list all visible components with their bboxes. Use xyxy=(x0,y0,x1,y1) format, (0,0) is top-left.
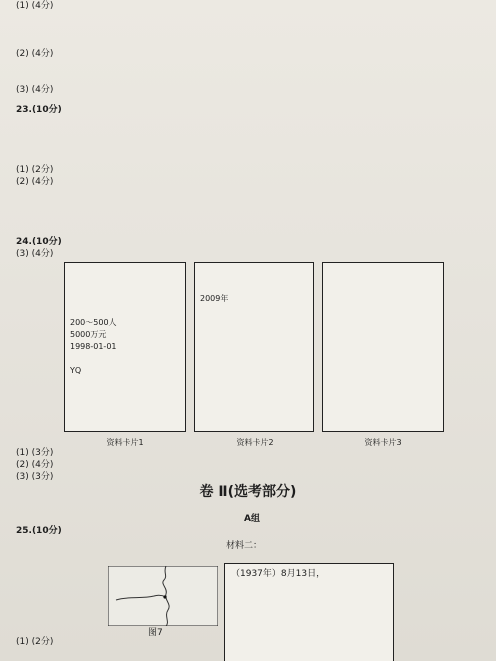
card-line xyxy=(70,293,180,305)
text-line xyxy=(16,140,488,152)
text-line xyxy=(16,72,488,84)
text-line xyxy=(16,24,488,36)
map-caption: 图7 xyxy=(148,628,163,638)
card-line xyxy=(200,305,308,317)
card-line xyxy=(200,341,308,353)
text-line xyxy=(16,116,488,128)
text-line xyxy=(16,36,488,48)
card-line xyxy=(70,281,180,293)
card-line xyxy=(328,329,438,341)
text-line: (2) (4分) xyxy=(16,460,54,470)
card-line xyxy=(328,341,438,353)
card-line xyxy=(200,365,308,377)
text-line: (1) (3分) xyxy=(16,448,54,458)
text-line xyxy=(16,152,488,164)
card-line xyxy=(70,353,180,365)
question-number: 24.(10分) xyxy=(16,237,62,247)
text-line: (1) (4分) xyxy=(16,1,54,11)
question-25-subquestions xyxy=(16,636,488,660)
text-line xyxy=(16,12,488,24)
card-line xyxy=(200,281,308,293)
card-line xyxy=(70,269,180,281)
card-line: 5000万元 xyxy=(70,330,107,339)
card-caption: 资料卡片2 xyxy=(236,438,274,447)
material-2-label: 材料二： xyxy=(226,541,263,551)
card-line xyxy=(328,305,438,317)
text-line: (3) (3分) xyxy=(16,472,54,482)
info-card-1 xyxy=(64,262,186,432)
card-line xyxy=(70,305,180,317)
china-map-figure xyxy=(108,566,218,626)
text-line: (2) (4分) xyxy=(16,49,54,59)
question-number: 23.(10分) xyxy=(16,105,62,115)
card-caption: 资料卡片1 xyxy=(106,438,144,447)
card-line: 2009年 xyxy=(200,294,229,303)
text-line xyxy=(16,224,488,236)
card-line xyxy=(328,293,438,305)
text-line xyxy=(16,648,488,660)
material-2-label-block xyxy=(226,540,306,552)
card-line xyxy=(328,365,438,377)
text-line: (3) (4分) xyxy=(16,85,54,95)
card-line: 1998-01-01 xyxy=(70,342,117,351)
card-line xyxy=(328,269,438,281)
text-line xyxy=(16,248,488,260)
map-svg xyxy=(108,566,218,626)
text-line xyxy=(16,212,488,224)
group-label: A组 xyxy=(244,514,260,524)
card-line: 200～500人 xyxy=(70,318,117,327)
card-line xyxy=(328,353,438,365)
card-line xyxy=(200,353,308,365)
shanghai-point xyxy=(163,595,166,598)
text-line: (1) (2分) xyxy=(16,165,54,175)
card-line xyxy=(328,281,438,293)
question-24-block xyxy=(16,236,488,260)
card-line xyxy=(200,269,308,281)
section-ii-title: 卷 Ⅱ(选考部分) xyxy=(199,484,297,500)
text-line xyxy=(16,188,488,200)
text-line: (3) (4分) xyxy=(16,249,54,259)
text-line: (1) (2分) xyxy=(16,637,54,647)
info-card-2 xyxy=(194,262,314,432)
card-caption: 资料卡片3 xyxy=(364,438,402,447)
section-instruction xyxy=(16,501,488,513)
text-line xyxy=(16,200,488,212)
question-24-subquestions xyxy=(16,447,488,483)
card-line xyxy=(200,329,308,341)
card-line: YQ xyxy=(70,366,82,375)
question-number: 25.(10分) xyxy=(16,526,62,536)
text-line xyxy=(16,60,488,72)
material-1-label xyxy=(128,540,208,552)
card-line xyxy=(328,317,438,329)
card-line xyxy=(200,317,308,329)
text-line xyxy=(16,128,488,140)
section-ii-instruction-block xyxy=(16,501,488,537)
question-22-block xyxy=(16,0,488,96)
quote-line: （1937年）8月13日， xyxy=(231,569,326,579)
material-1-label-block xyxy=(128,540,208,552)
text-line: (2) (4分) xyxy=(16,177,54,187)
info-card-3 xyxy=(322,262,444,432)
